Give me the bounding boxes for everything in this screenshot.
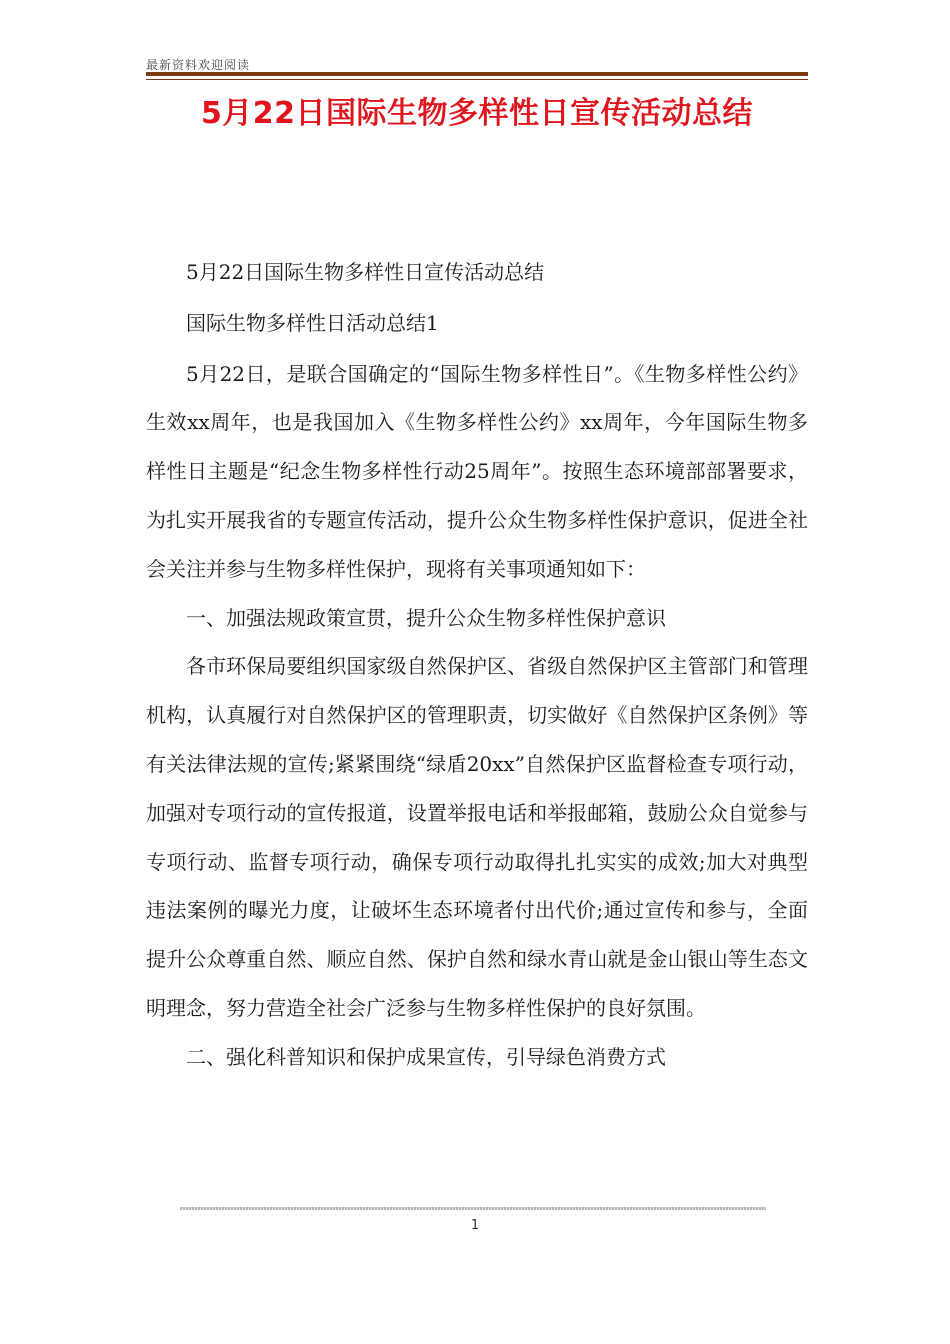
footer-rule bbox=[180, 1207, 766, 1210]
paragraph: 各市环保局要组织国家级自然保护区、省级自然保护区主管部门和管理机构，认真履行对自然保护区的管理职责，切实做好《自然保护区条例》等有关法律法规的宣传;紧紧围绕“绿盾20xx”自然保护区监督检查专项行动，加强对专项行动的宣传报道，设置举报电话和举报邮箱，鼓励公众自觉参与专项行动、监督专项行动，确保专项行动取得扎扎实实的成效;加大对典型违法案例的曝光力度，让破坏生态环境者付出代价;通过宣传和参与，全面提升公众尊重自然、顺应自然、保护自然和绿水青山就是金山银山等生态文明理念，努力营造全社会广泛参与生物多样性保护的良好氛围。 bbox=[146, 654, 808, 1020]
paragraph: 国际生物多样性日活动总结1 bbox=[186, 310, 439, 335]
document-title: 5月22日国际生物多样性日宣传活动总结 bbox=[200, 96, 754, 131]
paragraph: 二、强化科普知识和保护成果宣传，引导绿色消费方式 bbox=[186, 1044, 666, 1069]
page-number: 1 bbox=[470, 1218, 480, 1233]
header-rule bbox=[146, 72, 808, 76]
header-note: 最新资料欢迎阅读 bbox=[146, 58, 251, 72]
header-rule-thin bbox=[146, 79, 808, 80]
paragraph: 5月22日国际生物多样性日宣传活动总结 bbox=[186, 260, 545, 284]
paragraph: 一、加强法规政策宣贯，提升公众生物多样性保护意识 bbox=[186, 605, 666, 630]
document-body bbox=[146, 248, 808, 1082]
paragraph: 5月22日，是联合国确定的“国际生物多样性日”。《生物多样性公约》生效xx周年，也是我国加入《生物多样性公约》xx周年，今年国际生物多样性日主题是“纪念生物多样性行动25周年”。按照生态环境部部署要求，为扎实开展我省的专题宣传活动，提升公众生物多样性保护意识，促进全社会关注并参与生物多样性保护，现将有关事项通知如下： bbox=[146, 361, 808, 581]
